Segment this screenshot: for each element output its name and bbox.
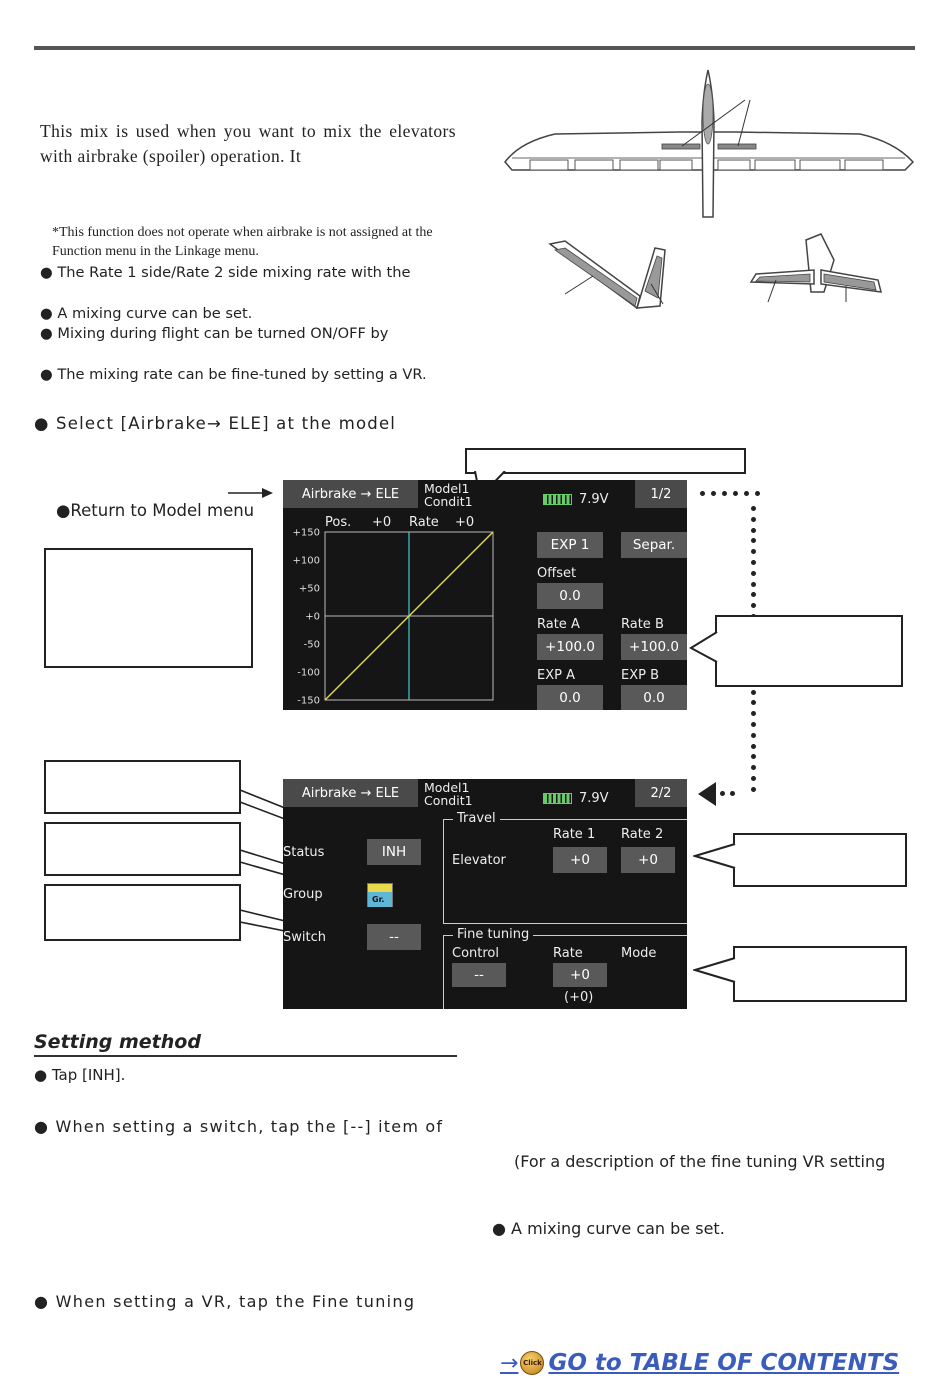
connector-dot: [751, 722, 756, 727]
status-inh-button[interactable]: INH: [367, 839, 421, 865]
connector-dot: [751, 754, 756, 759]
step-curve: ● A mixing curve can be set.: [492, 1219, 725, 1238]
switch-button[interactable]: --: [367, 924, 421, 950]
connector-dot: [751, 765, 756, 770]
step-switch: ● When setting a switch, tap the [--] item of: [34, 1117, 444, 1136]
step-tap-inh: ● Tap [INH].: [34, 1066, 126, 1084]
connector-dot: [751, 733, 756, 738]
elevator-label: Elevator: [452, 853, 506, 868]
connector-dot: [751, 711, 756, 716]
top-rule: [34, 46, 915, 50]
connector-dot: [751, 592, 756, 597]
group-button[interactable]: [367, 883, 393, 907]
connector-dot: [751, 700, 756, 705]
screen2-battery: 7.9V: [579, 791, 609, 806]
pos-label: Pos.: [325, 515, 352, 530]
exp-a-button[interactable]: 0.0: [537, 685, 603, 710]
tail-view-right-illustration: [746, 230, 886, 310]
callout-fine-tuning-pointer: [693, 956, 737, 986]
screen2-condition: Condit1: [424, 793, 473, 808]
mode-label: Mode: [621, 946, 657, 961]
screen1-page-button[interactable]: 1/2: [635, 480, 687, 508]
exp-b-button[interactable]: 0.0: [621, 685, 687, 710]
toc-arrow-icon: →: [500, 1350, 519, 1376]
connector-dot: [751, 538, 756, 543]
bullet-rate: ● The Rate 1 side/Rate 2 side mixing rate with the: [40, 264, 411, 281]
connector-dot: [755, 491, 760, 496]
select-instruction: ● Select [Airbrake→ ELE] at the model: [34, 414, 397, 433]
connector-dot: [751, 528, 756, 533]
y-tick-label: +100: [292, 555, 320, 567]
connector-dot: [744, 491, 749, 496]
note-text: *This function does not operate when airbrake is not assigned at the Function menu in the Linkage menu.: [52, 225, 433, 259]
rate1-button[interactable]: +0: [553, 847, 607, 873]
group-label: Group: [283, 887, 323, 902]
exp-b-label: EXP B: [621, 668, 660, 683]
return-model-menu[interactable]: ●Return to Model menu: [56, 501, 255, 520]
fine-rate-button[interactable]: +0: [553, 963, 607, 987]
screen1-model-name: Model1: [424, 481, 470, 496]
pos-value: +0: [372, 515, 392, 530]
screen1-title-tab[interactable]: Airbrake → ELE: [283, 480, 418, 508]
step-vr: ● When setting a VR, tap the Fine tuning: [34, 1292, 416, 1311]
connector-dot: [751, 549, 756, 554]
battery-icon: [543, 793, 572, 804]
exp1-button[interactable]: EXP 1: [537, 532, 603, 558]
callout-switch-box: [44, 884, 241, 941]
control-button[interactable]: --: [452, 963, 506, 987]
callout-fine-tuning-box: [733, 946, 907, 1002]
exp-a-label: EXP A: [537, 668, 575, 683]
page2-arrow-dot: [720, 791, 725, 796]
group-badge-text: Gr.: [372, 895, 385, 904]
screen2-model-name: Model1: [424, 780, 470, 795]
rate2-button[interactable]: +0: [621, 847, 675, 873]
connector-dot: [751, 744, 756, 749]
connector-dot: [700, 491, 705, 496]
connector-dot: [733, 491, 738, 496]
connector-dot: [751, 506, 756, 511]
bullet-curve: ● A mixing curve can be set.: [40, 305, 253, 322]
rate-value: +0: [455, 515, 475, 530]
page2-arrow-icon: [696, 780, 720, 808]
screen2-title-tab[interactable]: Airbrake → ELE: [283, 779, 418, 807]
connector-dot: [722, 491, 727, 496]
separ-button[interactable]: Separ.: [621, 532, 687, 558]
click-icon-text: Click: [523, 1359, 542, 1367]
click-icon: [520, 1351, 544, 1375]
connector-dot: [751, 690, 756, 695]
connector-dot: [751, 517, 756, 522]
rate1-label: Rate 1: [553, 827, 596, 842]
screen1-battery: 7.9V: [579, 492, 609, 507]
bullet-vr: ● The mixing rate can be fine-tuned by setting a VR.: [40, 366, 427, 383]
fine-rate-sub-value: (+0): [564, 990, 594, 1005]
y-tick-label: +150: [292, 527, 320, 539]
connector-dot: [751, 776, 756, 781]
fine-rate-label: Rate: [553, 946, 583, 961]
callout-rate-box: [715, 615, 903, 687]
callout-status-box: [44, 760, 241, 814]
offset-label: Offset: [537, 566, 577, 581]
glider-top-view-illustration: [500, 62, 918, 224]
y-tick-label: -50: [303, 639, 320, 651]
callout-group-box: [44, 822, 241, 876]
y-tick-label: +50: [298, 583, 320, 595]
connector-dot: [751, 603, 756, 608]
connector-dot: [751, 560, 756, 565]
y-tick-label: +0: [305, 611, 320, 623]
toc-label: GO to TABLE OF CONTENTS: [548, 1350, 900, 1376]
rate2-label: Rate 2: [621, 827, 664, 842]
connector-dot: [751, 582, 756, 587]
toc-link[interactable]: [500, 1350, 899, 1376]
return-arrow-icon: [228, 487, 274, 499]
y-tick-label: -100: [297, 667, 320, 679]
connector-dot: [711, 491, 716, 496]
rate-b-label: Rate B: [621, 617, 664, 632]
connector-dot: [751, 571, 756, 576]
callout-travel-box: [733, 833, 907, 887]
callout-rate-pointer: [688, 628, 718, 668]
connector-dot: [751, 787, 756, 792]
step-fine-tuning-desc: (For a description of the fine tuning VR setting: [514, 1152, 886, 1171]
screen1-condition: Condit1: [424, 494, 473, 509]
setting-method-heading: Setting method: [34, 1031, 201, 1053]
rate-a-label: Rate A: [537, 617, 580, 632]
rate-label: Rate: [409, 515, 439, 530]
rate-b-button[interactable]: +100.0: [621, 634, 687, 660]
intro-paragraph: This mix is used when you want to mix the elevators with airbrake (spoiler) operation. It: [40, 121, 456, 166]
page2-arrow-dot: [730, 791, 735, 796]
screen-page2: [283, 779, 687, 1009]
screen2-page-button[interactable]: 2/2: [635, 779, 687, 807]
dotted-connector-top: [700, 489, 760, 497]
control-label: Control: [452, 946, 499, 961]
travel-label: Travel: [453, 811, 500, 826]
rate-a-button[interactable]: +100.0: [537, 634, 603, 660]
bullet-onoff: ● Mixing during flight can be turned ON/OFF by: [40, 325, 389, 342]
setting-method-rule: [34, 1055, 457, 1057]
tail-view-left-illustration: [545, 236, 675, 316]
y-tick-label: -150: [297, 695, 320, 707]
offset-value-button[interactable]: 0.0: [537, 583, 603, 609]
switch-label: Switch: [283, 930, 326, 945]
status-label: Status: [283, 845, 325, 860]
callout-travel-pointer: [693, 842, 737, 872]
fine-tuning-label: Fine tuning: [453, 927, 533, 942]
screen-page1: [283, 480, 687, 710]
callout-left-box: [44, 548, 253, 668]
